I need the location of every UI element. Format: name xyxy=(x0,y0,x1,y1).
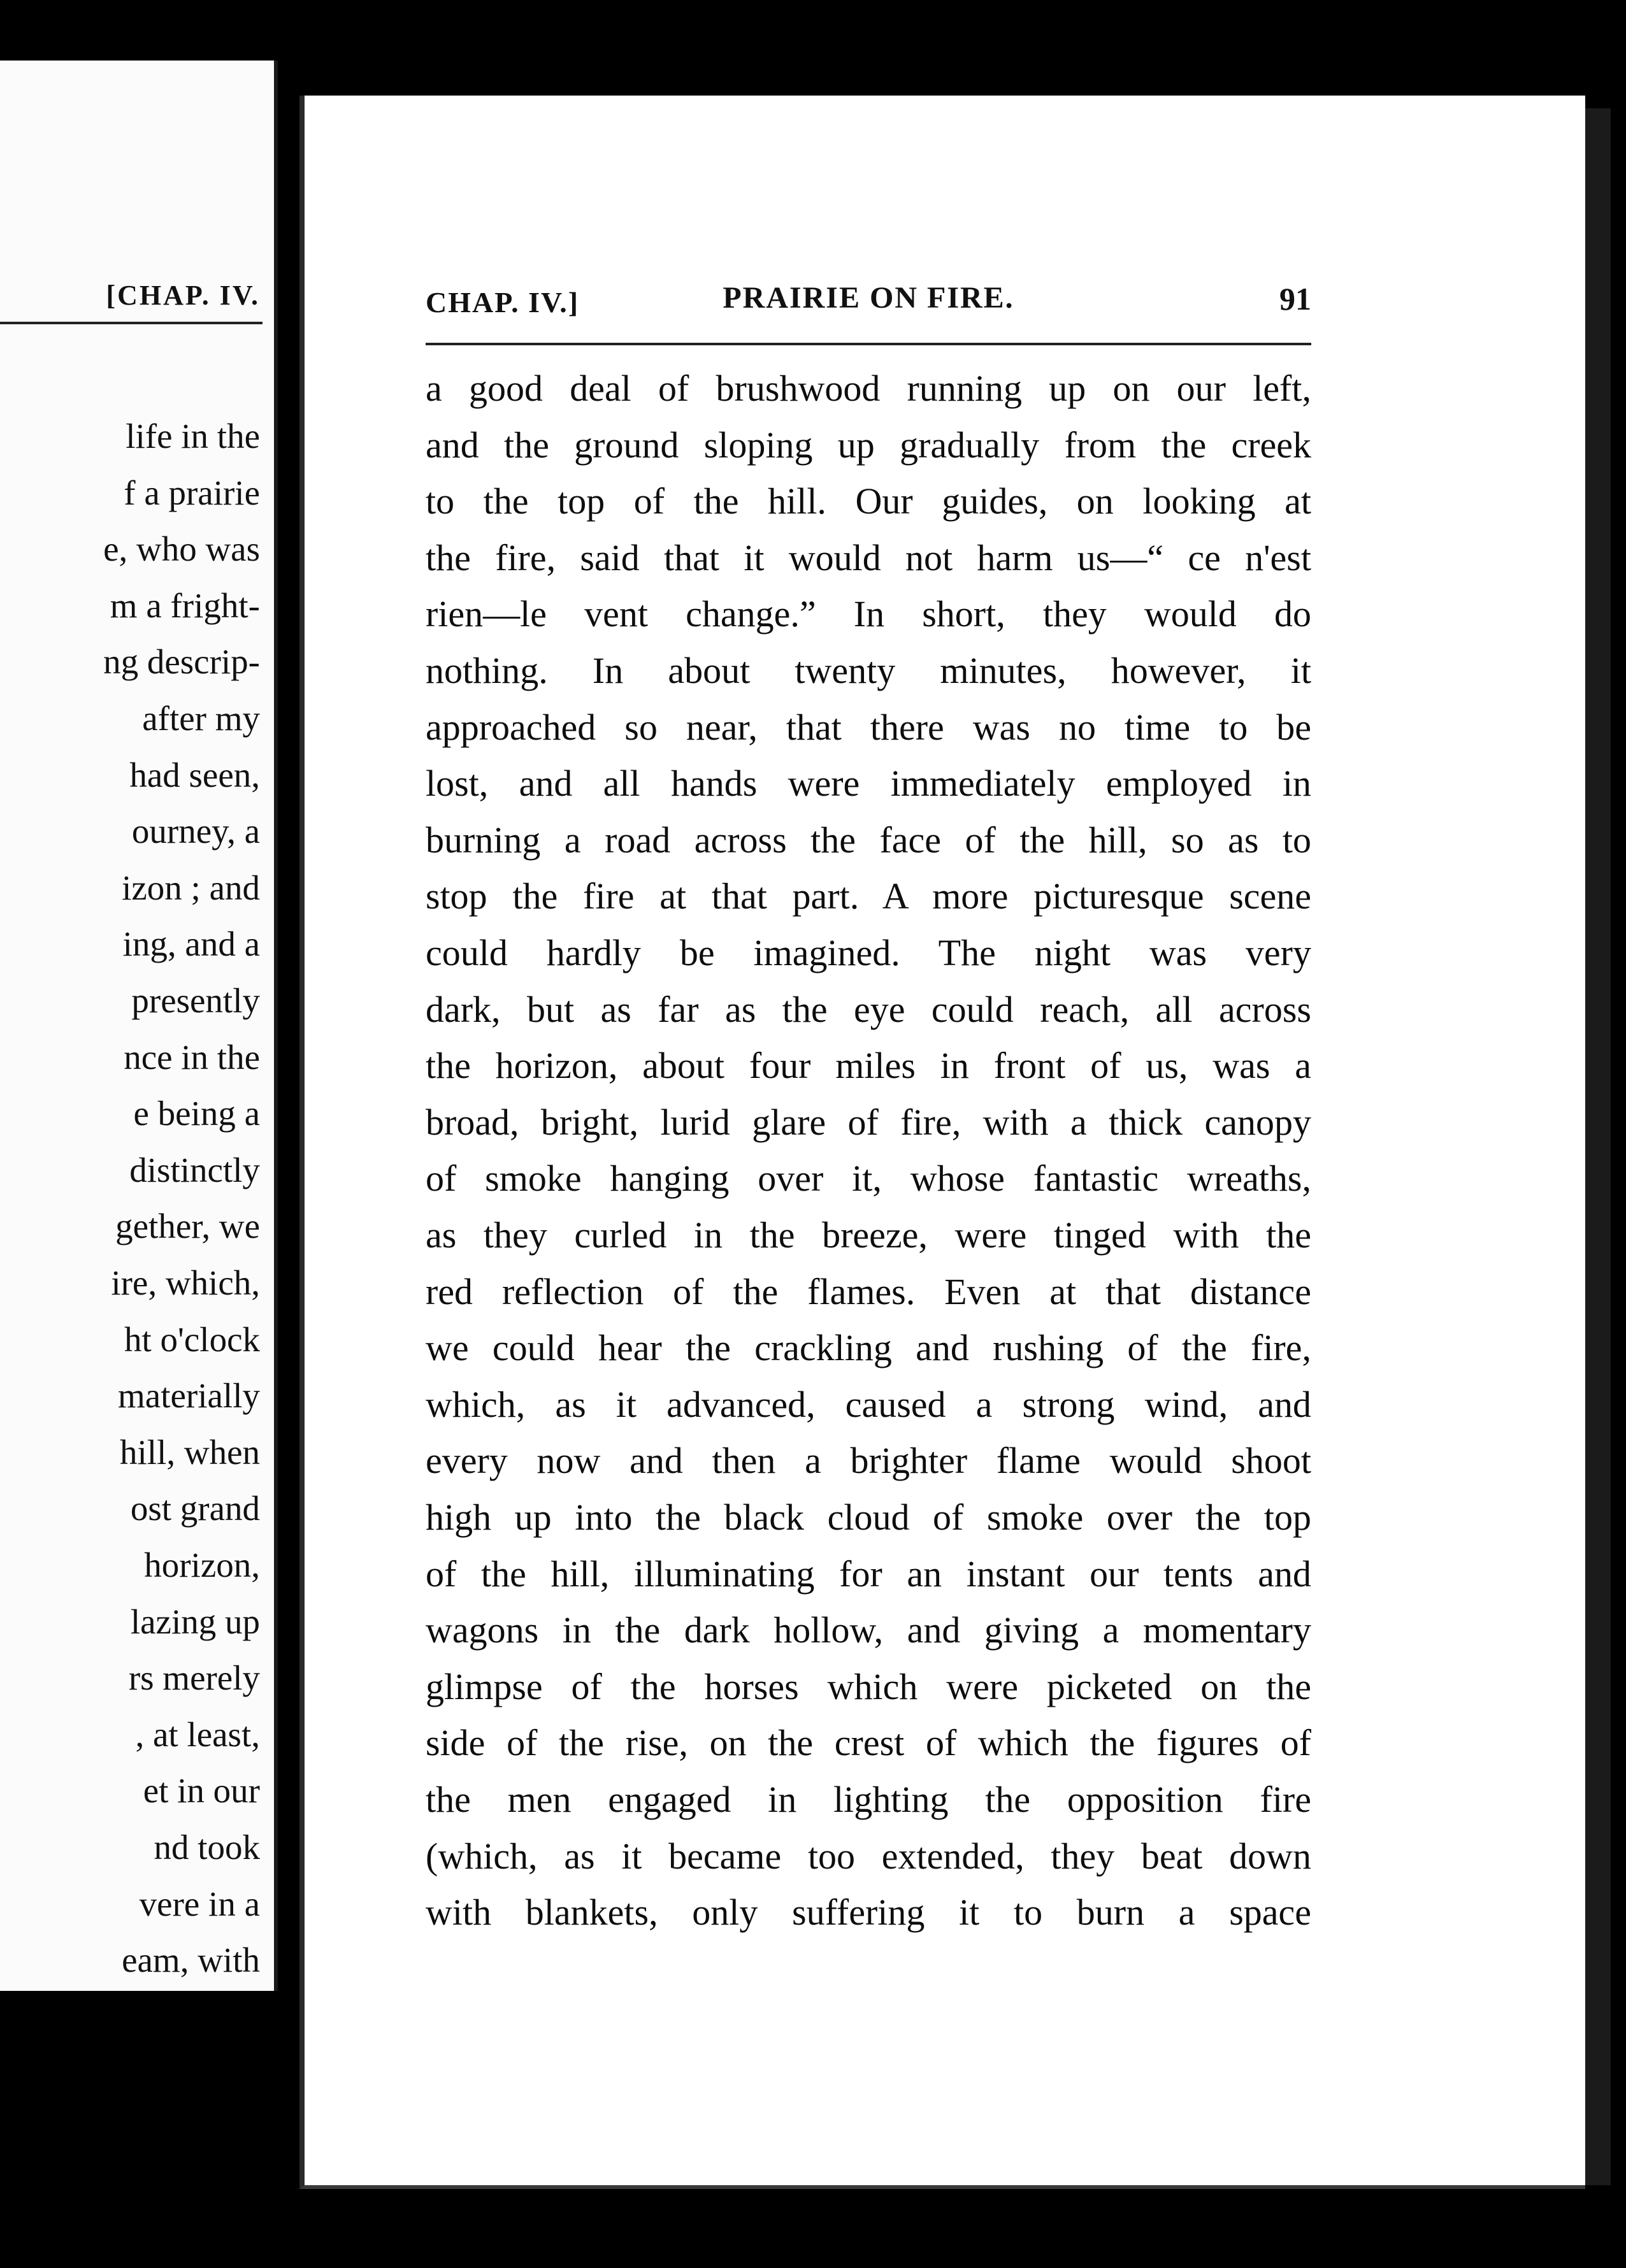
left-text-line: ng descrip- xyxy=(103,642,260,682)
left-text-line: life in the xyxy=(126,417,260,456)
text-line: with blankets, only suffering it to burn a space xyxy=(426,1891,1311,1934)
left-text-line: rs merely xyxy=(128,1658,260,1698)
left-text-line: eam, with xyxy=(122,1941,260,1980)
left-text-line: ost grand xyxy=(130,1489,260,1528)
text-line: which, as it advanced, caused a strong wind, and xyxy=(426,1383,1311,1425)
text-line: the fire, said that it would not harm us—“ ce n'est xyxy=(426,536,1311,578)
left-text-line: ing, and a xyxy=(122,924,260,964)
book-page xyxy=(299,96,1585,2189)
text-line: nothing. In about twenty minutes, however, it xyxy=(426,650,1311,691)
left-running-head: [CHAP. IV. xyxy=(106,280,260,311)
text-line: dark, but as far as the eye could reach, all across xyxy=(426,988,1311,1030)
text-line: we could hear the crackling and rushing of the fire, xyxy=(426,1327,1311,1369)
left-text-line: ht o'clock xyxy=(124,1319,260,1359)
text-line: lost, and all hands were immediately employed in xyxy=(426,763,1311,805)
left-text-line: had seen, xyxy=(129,755,260,794)
running-head xyxy=(426,280,1311,325)
left-text-line: e being a xyxy=(133,1094,260,1133)
left-text-line: horizon, xyxy=(144,1546,260,1584)
text-line: broad, bright, lurid glare of fire, with a thick canopy xyxy=(426,1101,1311,1143)
left-text-line: materially xyxy=(118,1376,260,1416)
text-line: the horizon, about four miles in front of us, was a xyxy=(426,1045,1311,1087)
text-line: red reflection of the flames. Even at that distance xyxy=(426,1270,1311,1312)
left-text-line: ire, which, xyxy=(111,1263,260,1302)
left-text-line: hill, when xyxy=(120,1432,260,1472)
left-text-line: , at least, xyxy=(135,1714,260,1754)
text-line: as they curled in the breeze, were tinged with the xyxy=(426,1214,1311,1256)
text-line: a good deal of brushwood running up on our left, xyxy=(426,368,1311,409)
text-line: approached so near, that there was no time to be xyxy=(426,706,1311,748)
left-text-line: distinctly xyxy=(129,1150,260,1189)
left-facing-page xyxy=(0,61,278,1991)
text-line: and the ground sloping up gradually from the creek xyxy=(426,424,1311,466)
left-text-line: lazing up xyxy=(130,1602,260,1641)
left-text-line: presently xyxy=(131,981,260,1020)
text-line: side of the rise, on the crest of which the figures of xyxy=(426,1722,1311,1764)
left-text-line: et in our xyxy=(143,1771,260,1811)
text-line: wagons in the dark hollow, and giving a momentary xyxy=(426,1609,1311,1651)
text-line: the men engaged in lighting the opposition fire xyxy=(426,1779,1311,1820)
left-text-line: nce in the xyxy=(124,1037,260,1077)
left-header-rule xyxy=(0,322,263,324)
left-text-line: m a fright- xyxy=(110,585,260,625)
page-number: 91 xyxy=(1279,281,1311,317)
left-text-line: nd took xyxy=(154,1828,260,1867)
text-line: glimpse of the horses which were picketed on the xyxy=(426,1665,1311,1707)
text-line: stop the fire at that part. A more picturesque scene xyxy=(426,875,1311,917)
text-line: to the top of the hill. Our guides, on looking at xyxy=(426,480,1311,522)
text-line: (which, as it became too extended, they beat down xyxy=(426,1835,1311,1877)
text-line: of smoke hanging over it, whose fantastic wreaths, xyxy=(426,1158,1311,1200)
left-text-line: vere in a xyxy=(139,1884,260,1923)
text-line: burning a road across the face of the hill, so as to xyxy=(426,819,1311,861)
text-line: high up into the black cloud of smoke over the top xyxy=(426,1496,1311,1538)
left-text-line: f a prairie xyxy=(124,473,260,512)
text-line: rien—le vent change.” In short, they would do xyxy=(426,593,1311,635)
text-line: of the hill, illuminating for an instant our tents and xyxy=(426,1553,1311,1595)
left-text-line: e, who was xyxy=(103,529,260,569)
left-text-line: after my xyxy=(142,699,260,738)
left-text-line: ourney, a xyxy=(131,812,260,851)
text-line: could hardly be imagined. The night was very xyxy=(426,932,1311,973)
chapter-marker: CHAP. IV.] xyxy=(426,286,580,319)
left-text-line: gether, we xyxy=(115,1207,260,1246)
page-title: PRAIRIE ON FIRE. xyxy=(723,281,1014,315)
header-rule xyxy=(426,343,1311,345)
text-line: every now and then a brighter flame would shoot xyxy=(426,1440,1311,1482)
left-text-line: izon ; and xyxy=(122,868,260,907)
